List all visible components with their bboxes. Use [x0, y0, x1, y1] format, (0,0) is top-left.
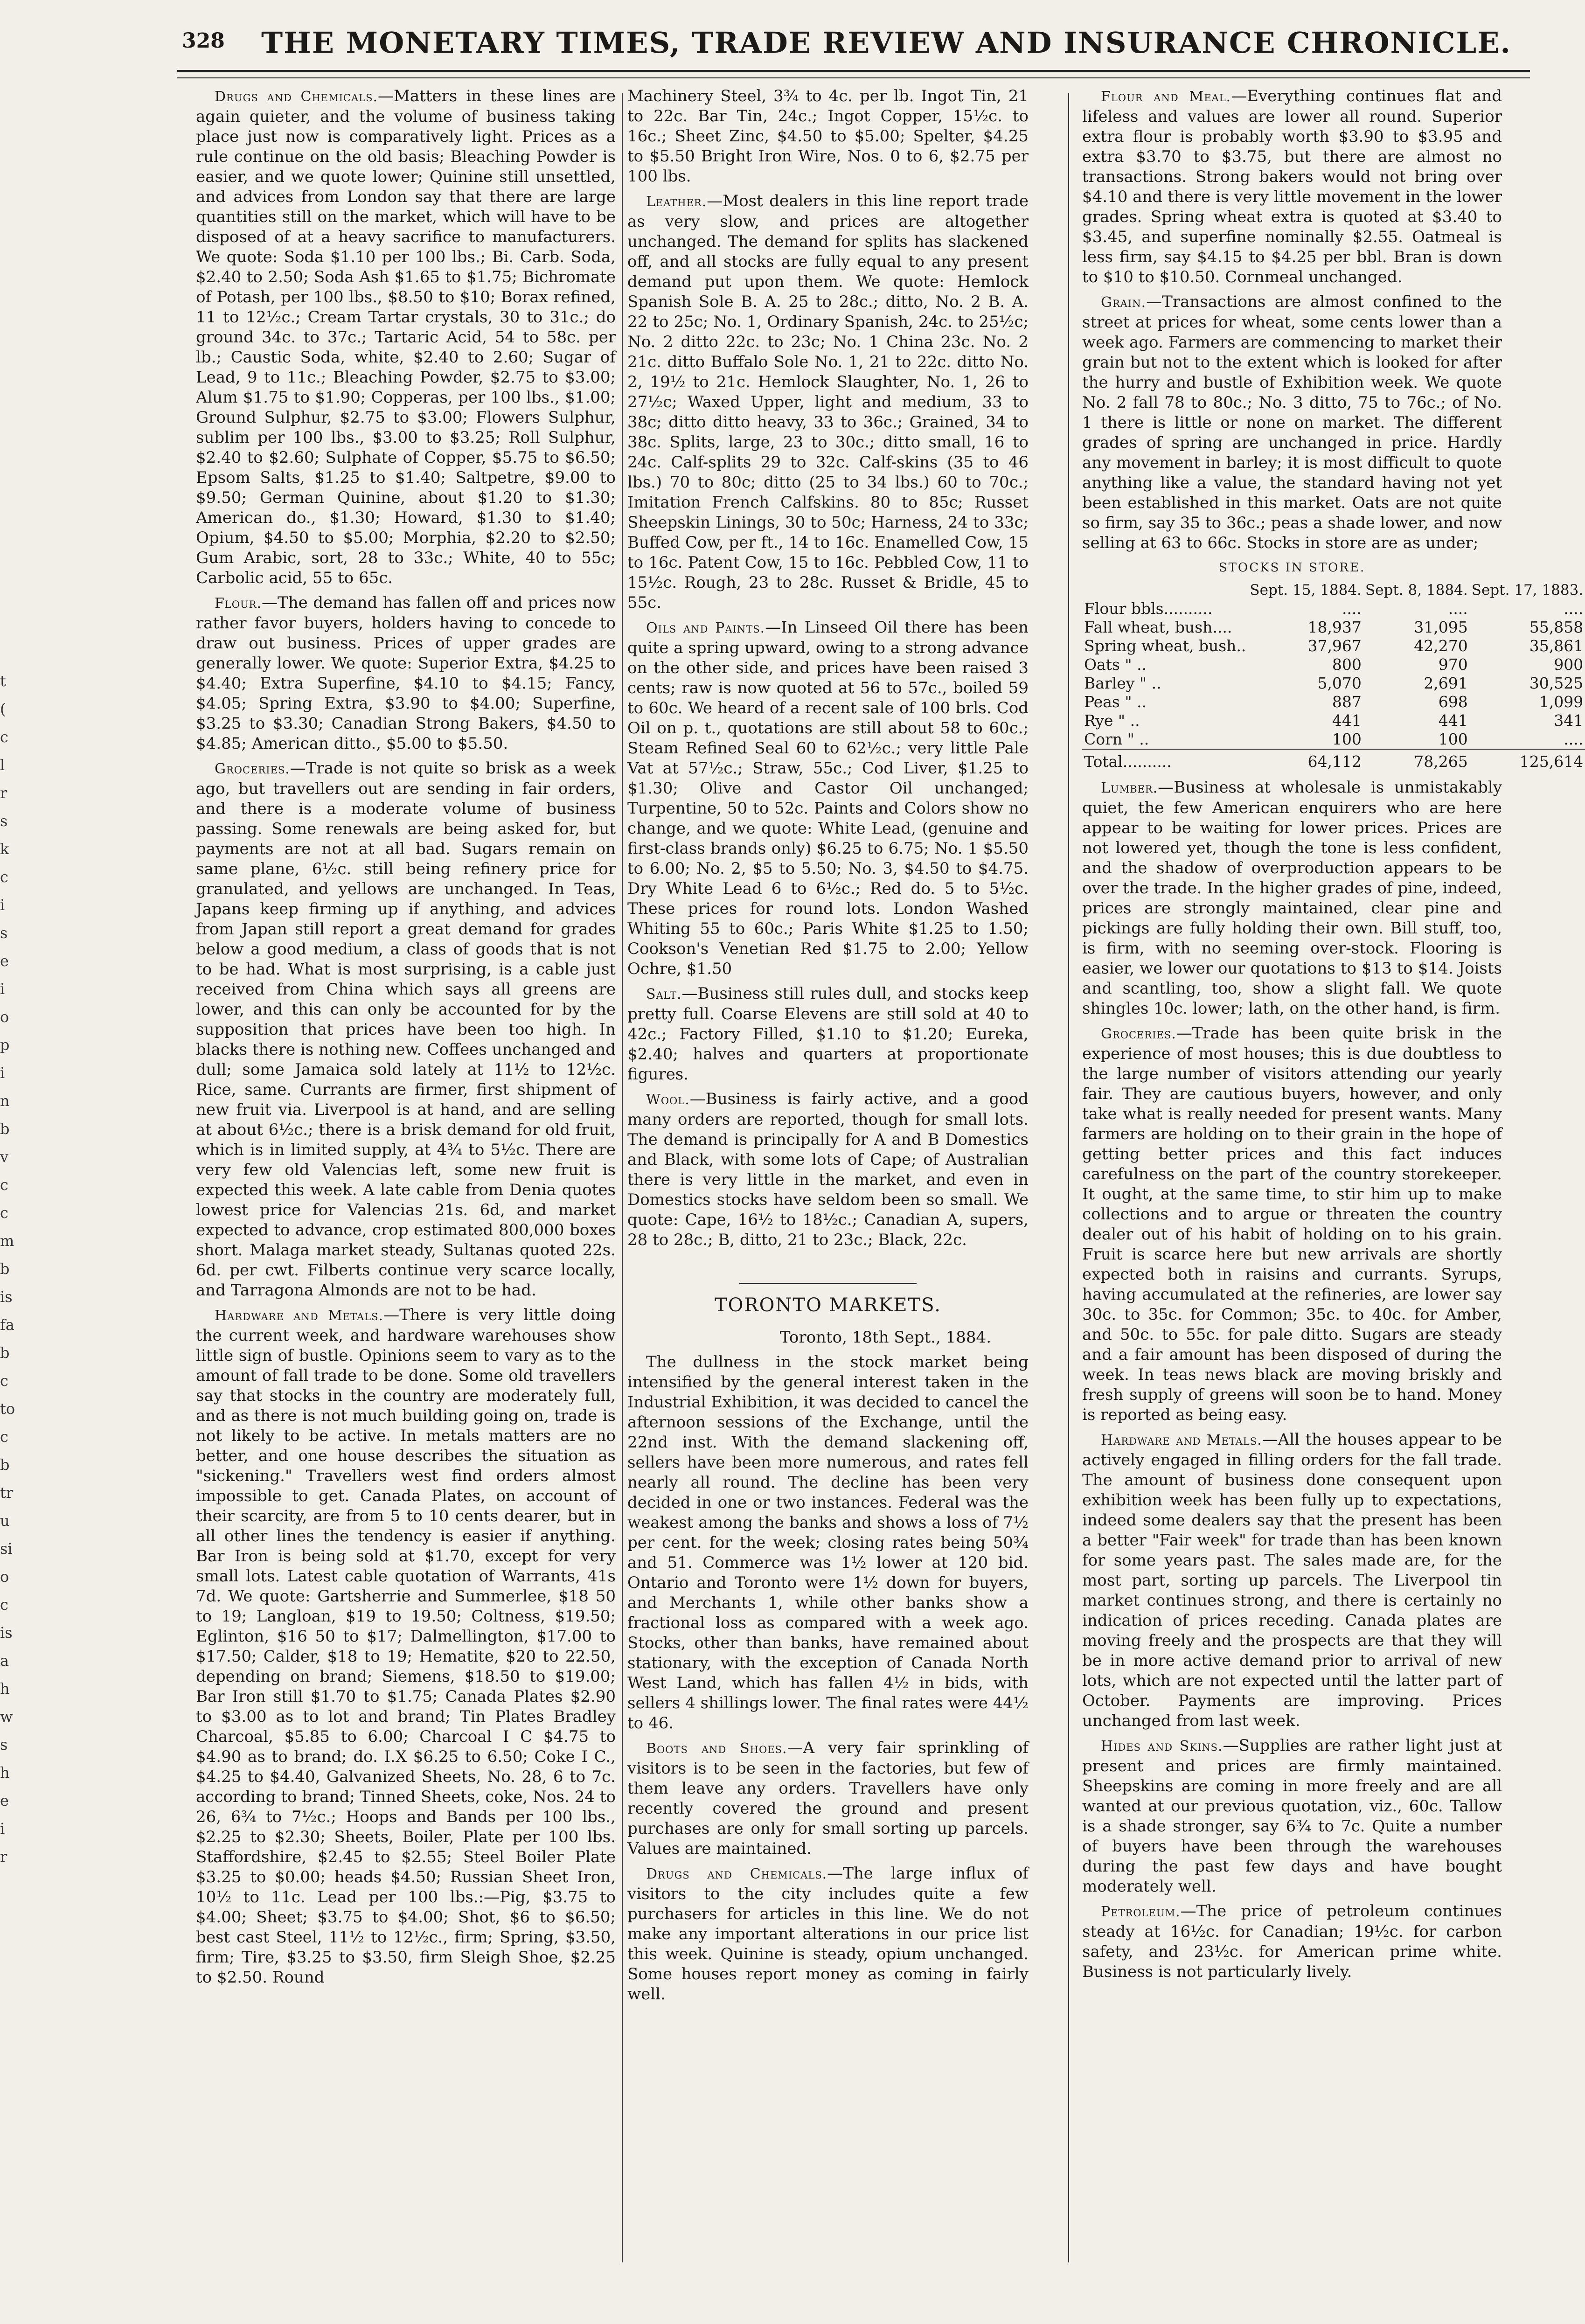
margin-fragment: r	[0, 1848, 7, 1865]
article-flour-meal	[1082, 86, 1502, 287]
margin-fragment: is	[0, 1288, 13, 1306]
table-row	[1082, 618, 1585, 637]
table-row	[1082, 655, 1585, 674]
section-head: Lumber.	[1101, 780, 1158, 796]
margin-fragment: r	[0, 784, 7, 802]
metals-continued: Machinery Steel, 3¾ to 4c. per lb. Ingot Tin, 21 to 22c. Bar Tin, 24c.; Ingot Copper, 15½c. to 16c.; Sheet Zinc, $4.50 to $5.00; Spelter, $4.25 to $5.50 Bright Iron Wire, Nos. 0 to 6, $2.75 per 100 lbs.	[627, 87, 1029, 186]
article-lumber	[1082, 778, 1502, 1019]
table-row	[1082, 599, 1585, 618]
section-text: —Everything continues flat and lifeless and values are lower all round. Superior extra flour is probably worth $3.90 to $3.95 and extra $3.70 to $3.75, but there are almost no transactions. Strong bakers would not bring over $4.10 and there is very little movement in the lower grades. Spring wheat extra is quoted at $3.40 to $3.45, and superfine nominally $2.55. Oatmeal is less firm, say $4.15 to $4.25 per bbl. Bran is down to $10 to $10.50. Cornmeal unchanged.	[1082, 87, 1502, 286]
row-label: Barley " ..	[1084, 674, 1161, 692]
table-cell: 100	[1332, 730, 1362, 748]
section-head: Salt.	[646, 986, 682, 1002]
total-cell: 64,112	[1248, 749, 1363, 771]
section-text: —Trade is not quite so brisk as a week ago, but travellers out are sending in fair orders, and there is a moderate volume of business passing. Some renewals are being asked for, but payments are not at all bad. Sugars remain on same plane, 6½c. still being refinery price for granulated, and yellows are unchanged. In Teas, Japans keep firming up if anything, and advices from Japan still report a great demand for grades below a good medium, a class of goods that is not to be had. What is most surprising, is a cable just received from China which says all greens are lower, and this can only be accounted for by the supposition that prices have been too high. In blacks there is nothing new. Coffees unchanged and dull; some Jamaica sold lately at 11½ to 12½c. Rice, same. Currants are firmer, first shipment of new fruit via. Liverpool is at hand, and are selling at about 6½c.; there is a brisk demand for old fruit, which is in limited supply, at 4¾ to 5½c. There are very few old Valencias left, some new fruit is expected this week. A late cable from Denia quotes lowest price for Valencias 21s. 6d, and market expected to advance, crop estimated 800,000 boxes short. Malaga market steady, Sultanas quoted 22s. 6d. per cwt. Filberts continue very scarce locally, and Tarragona Almonds are not to be had.	[196, 759, 616, 1300]
section-head: Oils and Paints.	[646, 620, 765, 636]
table-cell: 55,858	[1529, 618, 1584, 636]
section-text: —A very fair sprinkling of visitors is to be seen in the factories, but few of them leave any orders. Travellers have only recently covered the ground and present purchases are only for small sorting up parcels. Values are maintained.	[627, 1739, 1029, 1858]
margin-fragment: to	[0, 1400, 15, 1418]
table-cell: 37,967	[1307, 637, 1362, 655]
article-oils-paints	[627, 618, 1029, 979]
section-head: Flour.	[215, 595, 262, 612]
total-label: Total..........	[1082, 749, 1248, 771]
margin-fragment: w	[0, 1708, 13, 1726]
page-number: 328	[182, 29, 225, 53]
column-2	[627, 86, 1029, 2279]
margin-fragment: m	[0, 1232, 14, 1250]
table-row	[1082, 637, 1585, 655]
section-head: Wool.	[646, 1092, 690, 1108]
table-cell: 31,095	[1414, 618, 1468, 636]
column-header: Sept. 17, 1883.	[1471, 582, 1584, 598]
table-header-row	[1082, 581, 1585, 599]
row-label: Oats " ..	[1084, 655, 1147, 674]
row-label: Rye " ..	[1084, 711, 1140, 730]
table-cell: 42,270	[1414, 637, 1468, 655]
article-drugs-chemicals-toronto	[627, 1864, 1029, 2004]
margin-fragment: l	[0, 756, 5, 774]
row-label: Fall wheat, bush....	[1084, 618, 1232, 636]
article-wool	[627, 1089, 1029, 1250]
margin-fragment: p	[0, 1036, 10, 1054]
row-label: Spring wheat, bush..	[1084, 637, 1246, 655]
margin-fragment: k	[0, 840, 9, 858]
section-text: —Business still rules dull, and stocks keep pretty full. Coarse Elevens are still sold at 40 to 42c.; Factory Filled, $1.10 to $1.20; Eureka, $2.40; halves and quarters at proportionate figures.	[627, 984, 1029, 1084]
section-text: —Business at wholesale is unmistakably quiet, the few American enquirers who are here appear to be waiting for lower prices. Prices are not lowered yet, though the tone is less confident, and the shadow of overproduction appears to be over the trade. In the higher grades of pine, indeed, prices are strongly maintained, clear pine and pickings are fully holding their own. Bill stuff, too, is firm, with no seeming over-stock. Flooring is easier, we lower our quotations to $13 to $14. Joists and scantling, too, show a slight fall. We quote shingles 10c. lower; lath, on the other hand, is firm.	[1082, 778, 1502, 1018]
margin-fragment: o	[0, 1568, 9, 1586]
section-head: Flour and Meal.	[1101, 89, 1231, 105]
section-text: —Business is fairly active, and a good many orders are reported, though for small lots. The demand is principally for A and B Domestics and Black, with some lots of Cape; of Australian there is very little in the market, and even in Domestics stocks have seldom been so small. We quote: Cape, 16½ to 18½c.; Canadian A, supers, 28 to 28c.; B, ditto, 21 to 23c.; Black, 22c.	[627, 1090, 1029, 1249]
margin-fragment: (	[0, 700, 6, 718]
table-cell: 698	[1438, 693, 1468, 711]
masthead-title: THE MONETARY TIMES, TRADE REVIEW AND INSURANCE CHRONICLE.	[261, 26, 1511, 60]
table-cell: 5,070	[1317, 674, 1362, 692]
margin-fragment: i	[0, 1820, 5, 1837]
margin-fragment: o	[0, 1008, 9, 1026]
article-hardware-toronto	[1082, 1430, 1502, 1731]
section-text: —There is very little doing the current week, and hardware warehouses show little sign of bustle. Opinions seem to vary as to the amount of fall trade to be done. Some old travellers say that stocks in the country are moderately full, and as there is not much building going on, trade is not likely to be active. In metals matters are no better, and one house describes the situation as "sickening." Travellers west find orders almost impossible to get. Canada Plates, on account of their scarcity, are from 5 to 10 cents dearer, but in all other lines the tendency is easier if anything. Bar Iron is being sold at $1.70, except for very small lots. Latest cable quotation of Warrants, 41s 7d. We quote: Gartsherrie and Summerlee, $18 50 to 19; Langloan, $19 to 19.50; Coltness, $19.50; Eglinton, $16 50 to $17; Dalmellington, $17.00 to $17.50; Calder, $18 to 19; Hematite, $20 to 22.50, depending on brand; Siemens, $18.50 to $19.00; Bar Iron still $1.70 to $1.75; Canada Plates $2.90 to $3.00 as to lot and brand; Tin Plates Bradley Charcoal, $5.85 to 6.00; Charcoal I C $4.75 to $4.90 as to brand; do. I.X $6.25 to 6.50; Coke I C., $4.25 to $4.40, Galvanized Sheets, No. 28, 6 to 7c. according to brand; Tinned Sheets, coke, Nos. 24 to 26, 6¾ to 7½c.; Hoops and Bands per 100 lbs., $2.25 to $2.30; Sheets, Boiler, Plate per 100 lbs. Staffordshire, $2.45 to $2.55; Steel Boiler Plate $3.25 to $0.00; heads $4.50; Russian Sheet Iron, 10½ to 11c. Lead per 100 lbs.:—Pig, $3.75 to $4.00; Sheet; $3.75 to $4.00; Shot, $6 to $6.50; best cast Steel, 11½ to 12½c., firm; Spring, $3.50, firm; Tire, $3.25 to $3.50, firm Sleigh Shoe, $2.25 to $2.50. Round	[196, 1306, 616, 1987]
header-rule	[177, 70, 1530, 72]
section-head: Hides and Skins.	[1101, 1738, 1223, 1754]
article-boots-shoes	[627, 1738, 1029, 1859]
margin-fragment: a	[0, 1652, 9, 1670]
section-text: —Transactions are almost confined to the street at prices for wheat, some cents lower than a week ago. Farmers are commencing to market their grain but not to the extent which is looked for after the hurry and bustle of Exhibition week. We quote No. 2 fall 78 to 80c.; No. 3 ditto, 75 to 76c.; of No. 1 there is little or none on market. The different grades of spring are unchanged in price. Hardly any movement in barley; it is most difficult to quote anything like a value, the standard having not yet been established in this market. Oats are not quite so firm, say 35 to 36c.; peas a shade lower, and now selling at 63 to 66c. Stocks in store are as under;	[1082, 292, 1502, 552]
section-head: Hardware and Metals.	[1101, 1432, 1262, 1448]
article-salt	[627, 984, 1029, 1085]
column-divider	[1068, 93, 1069, 2262]
margin-fragment: i	[0, 896, 5, 914]
table-cell: 1,099	[1539, 693, 1584, 711]
row-label: Flour bbls..........	[1084, 599, 1213, 618]
row-label: Corn " ..	[1084, 730, 1149, 748]
article-drugs-chemicals	[196, 86, 616, 588]
toronto-markets-heading-block	[627, 1283, 1029, 1315]
margin-fragment: si	[0, 1540, 13, 1558]
section-text: —Trade has been quite brisk in the experience of most houses; this is due doubtless to the large number of visitors attending our yearly fair. They are cautious buyers, however, and only take what is really needed for present wants. Many farmers are holding on to their grain in the hope of getting better prices and this fact induces carefulness on the part of the country storekeeper. It ought, at the same time, to stir him up to make collections and to argue or threaten the country dealer out of his habit of holding on to his grain. Fruit is scarce here but new arrivals are shortly expected both in raisins and currants. Syrups, having accumulated at the refineries, are lower say 30c. to 35c. for Common; 35c. to 40c. for Amber, and 50c. to 55c. for pale ditto. Sugars are steady and a fair amount has been disposed of during the week. In teas news black are moving briskly and fresh supply of greens will soon be to hand. Money is reported as being easy.	[1082, 1024, 1502, 1424]
section-text: —The demand has fallen off and prices now rather favor buyers, holders having to concede to draw out business. Prices of upper grades are generally lower. We quote: Superior Extra, $4.25 to $4.40; Extra Superfine, $4.10 to $4.15; Fancy, $4.05; Spring Extra, $3.90 to $4.00; Superfine, $3.25 to $3.30; Canadian Strong Bakers, $4.50 to $4.85; American ditto., $5.00 to $5.50.	[196, 593, 616, 753]
article-grain	[1082, 292, 1502, 553]
margin-fragment: c	[0, 1428, 8, 1446]
section-head: Boots and Shoes.	[646, 1740, 787, 1757]
row-label: Peas " ..	[1084, 693, 1147, 711]
column-header: Sept. 15, 1884.	[1250, 582, 1362, 598]
margin-fragment: is	[0, 1624, 13, 1642]
article-hides-skins	[1082, 1736, 1502, 1897]
article-groceries-toronto	[1082, 1023, 1502, 1425]
table-cell: 341	[1554, 711, 1584, 730]
section-text: —All the houses appear to be actively engaged in filling orders for the fall trade. The amount of business done consequent upon exhibition week has been fully up to expectations, indeed some dealers say that the present has been a better "Fair week" for trade than has been known for some years past. The sales made are, for the most part, sorting up parcels. The Liverpool tin market continues strong, and there is certainly no indication of prices receding. Canada plates are moving freely and the prospects are that they will be in more active demand prior to arrival of new lots, which are not expected until the latter part of October. Payments are improving. Prices unchanged from last week.	[1082, 1430, 1502, 1730]
margin-fragment: b	[0, 1260, 10, 1278]
article-flour	[196, 593, 616, 754]
margin-fragment: i	[0, 1064, 5, 1082]
margin-fragment: e	[0, 952, 9, 970]
section-text: —Most dealers in this line report trade as very slow, and prices are altogether unchanged. The demand for splits has slackened off, and all stocks are fully equal to any present demand put upon them. We quote: Hemlock Spanish Sole B. A. 25 to 28c.; ditto, No. 2 B. A. 22 to 25c; No. 1, Ordinary Spanish, 24c. to 25½c; No. 2 ditto 22c. to 23c; No. 1 China 23c. No. 2 21c. ditto Buffalo Sole No. 1, 21 to 22c. ditto No. 2, 19½ to 21c. Hemlock Slaughter, No. 1, 26 to 27½c; Waxed Upper, light and medium, 33 to 38c; ditto ditto heavy, 33 to 36c.; Grained, 34 to 38c. Splits, large, 23 to 30c.; ditto small, 16 to 24c. Calf-splits 29 to 32c. Calf-skins (35 to 46 lbs.) 70 to 80c; ditto (25 to 34 lbs.) 60 to 70c.; Imitation French Calfskins. 80 to 85c; Russet Sheepskin Linings, 30 to 50c; Harness, 24 to 33c; Buffed Cow, per ft., 14 to 16c. Enamelled Cow, 15 to 16c. Patent Cow, 15 to 16c. Pebbled Cow, 11 to 15½c. Rough, 23 to 28c. Russet & Bridle, 45 to 55c.	[627, 192, 1029, 612]
section-head: Groceries.	[1101, 1026, 1176, 1042]
table-total-row	[1082, 749, 1585, 771]
total-cell: 125,614	[1470, 749, 1585, 771]
section-head: Hardware and Metals.	[215, 1308, 384, 1324]
article-groceries	[196, 758, 616, 1301]
table-row	[1082, 730, 1585, 749]
column-3	[1082, 86, 1584, 2279]
table-cell: ....	[1564, 730, 1584, 748]
table-cell: 100	[1438, 730, 1468, 748]
margin-fragment: n	[0, 1092, 10, 1110]
margin-fragment: c	[0, 728, 8, 746]
margin-fragment: v	[0, 1148, 9, 1166]
total-cell: 78,265	[1363, 749, 1470, 771]
margin-fragment: h	[0, 1764, 10, 1781]
table-cell: 18,937	[1307, 618, 1362, 636]
margin-fragment: s	[0, 812, 8, 830]
margin-fragment: i	[0, 980, 5, 998]
column-divider	[622, 93, 623, 2262]
table-cell: 970	[1438, 655, 1468, 674]
table-cell: 2,691	[1424, 674, 1468, 692]
column-header: Sept. 8, 1884.	[1365, 582, 1468, 598]
table-cell: ....	[1448, 599, 1468, 618]
section-head: Grain.	[1101, 294, 1147, 311]
table-cell: ....	[1564, 599, 1584, 618]
margin-fragment: fa	[0, 1316, 14, 1334]
stocks-table-title: STOCKS IN STORE.	[1218, 561, 1366, 575]
table-cell: 441	[1438, 711, 1468, 730]
toronto-markets-heading: TORONTO MARKETS.	[715, 1294, 941, 1316]
table-cell: 441	[1332, 711, 1362, 730]
section-head: Leather.	[646, 194, 707, 210]
table-cell: 900	[1554, 655, 1584, 674]
table-cell: 35,861	[1529, 637, 1584, 655]
margin-fragment: u	[0, 1512, 10, 1530]
table-cell: 30,525	[1529, 674, 1584, 692]
table-row	[1082, 693, 1585, 711]
section-head: Drugs and Chemicals.	[646, 1866, 827, 1882]
table-cell: 887	[1332, 693, 1362, 711]
section-text: —Supplies are rather light just at present and prices are firmly maintained. Sheepskins are coming in more freely and are all wanted at our previous quotation, viz., 60c. Tallow is a shade stronger, say 6¾ to 7c. Quite a number of buyers have been through the warehouses during the past few days and have bought moderately well.	[1082, 1736, 1502, 1896]
margin-fragment: s	[0, 1736, 8, 1753]
stocks-in-store-table	[1082, 581, 1585, 771]
margin-fragment: e	[0, 1792, 9, 1809]
article-leather	[627, 191, 1029, 613]
margin-fragment: s	[0, 924, 8, 942]
table-row	[1082, 674, 1585, 693]
heading-rule	[739, 1283, 917, 1284]
dateline: Toronto, 18th Sept., 1884.	[779, 1328, 991, 1347]
margin-fragment: tr	[0, 1484, 14, 1502]
column-1	[196, 86, 616, 2279]
margin-fragment: c	[0, 1204, 8, 1222]
left-margin-fragments	[0, 667, 28, 1871]
margin-fragment: b	[0, 1456, 10, 1474]
toronto-intro: The dullness in the stock market being intensified by the general interest taken in the Industrial Exhibition, it was decided to cancel the afternoon sessions of the Exchange, until the 22nd inst. With the demand slackening off, sellers have been more numerous, and rates fell nearly all round. The decline has been very decided in one or two instances. Federal was the weakest among the banks and shows a loss of 7½ per cent. for the week; closing rates being 50¾ and 51. Commerce was 1½ lower at 120 bid. Ontario and Toronto were 1½ down for buyers, and Merchants 1, while other banks show a fractional loss as compared with a week ago. Stocks, other than banks, have remained about stationary, with the exception of Canada North West Land, which has fallen 4½ in bids, with sellers 4 shillings lower. The final rates were 44½ to 46.	[627, 1353, 1029, 1733]
article-hardware-metals	[196, 1305, 616, 1988]
section-head: Groceries.	[215, 761, 290, 777]
table-cell: 800	[1332, 655, 1362, 674]
margin-fragment: t	[0, 672, 6, 690]
section-head: Drugs and Chemicals.	[215, 89, 378, 105]
margin-fragment: c	[0, 868, 8, 886]
article-petroleum	[1082, 1901, 1502, 1982]
header-rule-thin	[177, 77, 1530, 78]
margin-fragment: b	[0, 1120, 10, 1138]
margin-fragment: b	[0, 1344, 10, 1362]
margin-fragment: c	[0, 1596, 8, 1614]
margin-fragment: c	[0, 1372, 8, 1390]
section-head: Petroleum.	[1101, 1904, 1181, 1920]
table-row	[1082, 711, 1585, 730]
section-text: —The price of petroleum continues steady at 16½c. for Canadian; 19½c. for carbon safety, and 23½c. for American prime white. Business is not particularly lively.	[1082, 1902, 1502, 1981]
table-cell: ....	[1342, 599, 1362, 618]
margin-fragment: c	[0, 1176, 8, 1194]
section-text: —In Linseed Oil there has been quite a spring upward, owing to a strong advance on the other side, and prices have been raised 3 cents; raw is now quoted at 56 to 57c., boiled 59 to 60c. We heard of a recent sale of 100 brls. Cod Oil on p. t., quotations are still about 58 to 60c.; Steam Refined Seal 60 to 62½c.; very little Pale Vat at 57½c.; Straw, 55c.; Cod Liver, $1.25 to $1.30; Olive and Castor Oil unchanged; Turpentine, 50 to 52c. Paints and Colors show no change, and we quote: White Lead, (genuine and first-class brands only) $6.25 to 6.75; No. 1 $5.50 to 6.00; No. 2, $5 to 5.50; No. 3, $4.50 to $4.75. Dry White Lead 6 to 6½c.; Red do. 5 to 5½c. These prices for round lots. London Washed Whiting 55 to 60c.; Paris White $1.25 to 1.50; Cookson's Venetian Red $1.75 to 2.00; Yellow Ochre, $1.50	[627, 618, 1029, 978]
section-text: —The large influx of visitors to the city includes quite a few purchasers for articles in this line. We do not make any important alterations in our price list this week. Quinine is steady, opium unchanged. Some houses report money as coming in fairly well.	[627, 1864, 1029, 2004]
section-text: —Matters in these lines are again quieter, and the volume of business taking place just now is comparatively light. Prices as a rule continue on the old basis; Bleaching Powder is easier, and we quote lower; Quinine still unsettled, and advices from London say that there are large quantities still on the market, which will have to be disposed of at a heavy sacrifice to manufacturers. We quote: Soda $1.10 per 100 lbs.; Bi. Carb. Soda, $2.40 to 2.50; Soda Ash $1.65 to $1.75; Bichromate of Potash, per 100 lbs., $8.50 to $10; Borax refined, 11 to 12½c.; Cream Tartar crystals, 30 to 31c.; do ground 34c. to 37c.; Tartaric Acid, 54 to 58c. per lb.; Caustic Soda, white, $2.40 to 2.60; Sugar of Lead, 9 to 11c.; Bleaching Powder, $2.75 to $3.00; Alum $1.75 to $1.90; Copperas, per 100 lbs., $1.00; Ground Sulphur, $2.75 to $3.00; Flowers Sulphur, sublim per 100 lbs., $3.00 to $3.25; Roll Sulphur, $2.40 to $2.60; Sulphate of Copper, $5.75 to $6.50; Epsom Salts, $1.25 to $1.40; Saltpetre, $9.00 to $9.50; German Quinine, about $1.20 to $1.30; American do., $1.30; Howard, $1.30 to $1.40; Opium, $4.50 to $5.00; Morphia, $2.20 to $2.50; Gum Arabic, sort, 28 to 33c.; White, 40 to 55c; Carbolic acid, 55 to 65c.	[196, 87, 616, 587]
margin-fragment: h	[0, 1680, 10, 1698]
